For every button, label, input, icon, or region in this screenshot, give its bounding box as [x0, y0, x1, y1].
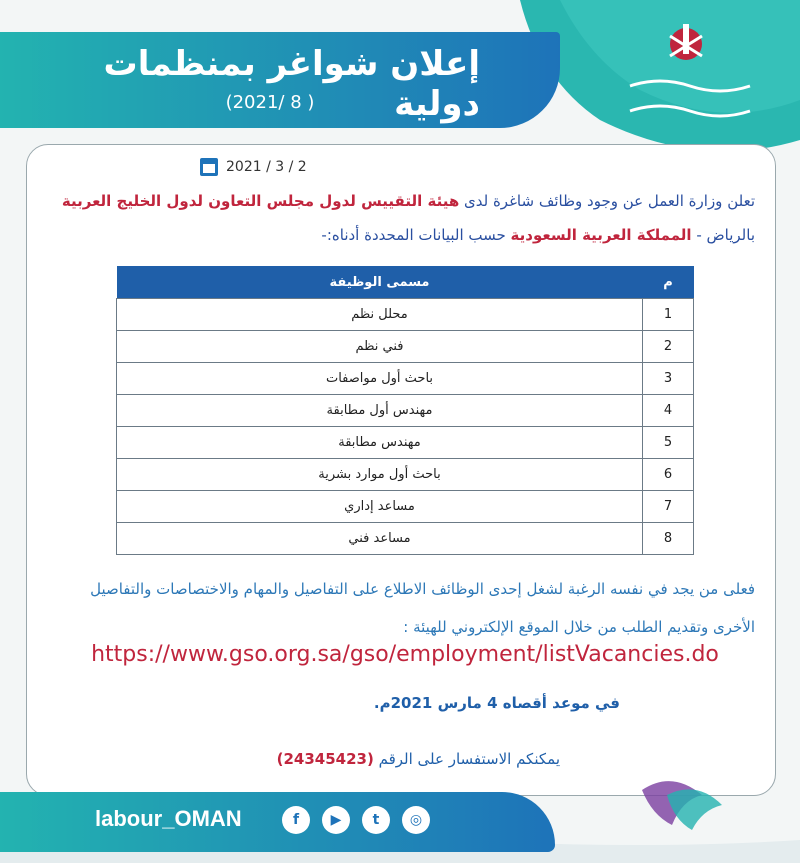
deadline-text: في موعد أقصاه 4 مارس 2021م.	[373, 694, 620, 712]
facebook-icon[interactable]: f	[282, 806, 310, 834]
table-row	[117, 491, 694, 523]
column-header-number: م	[643, 266, 694, 299]
job-title: محلل نظم	[117, 299, 643, 331]
table-row	[117, 523, 694, 555]
twitter-icon[interactable]: t	[362, 806, 390, 834]
table-row	[117, 427, 694, 459]
announcement-intro	[50, 184, 755, 252]
announcement-date	[200, 158, 340, 176]
intro-organization: هيئة التقييس لدول مجلس التعاون لدول الخليج العربية	[61, 192, 460, 210]
social-icons	[282, 806, 430, 834]
job-title: مساعد فني	[117, 523, 643, 555]
calendar-icon	[200, 158, 218, 176]
intro-start: تعلن وزارة العمل عن وجود وظائف شاغرة لدى	[459, 192, 755, 210]
contact-line	[60, 750, 560, 768]
table-header-row	[117, 266, 694, 299]
column-header-title: مسمى الوظيفة	[117, 266, 643, 299]
table-row	[117, 395, 694, 427]
oman-emblem-icon	[670, 24, 702, 60]
youtube-icon[interactable]: ▶	[322, 806, 350, 834]
contact-label: يمكنكم الاستفسار على الرقم	[373, 750, 560, 768]
job-title: مساعد إداري	[117, 491, 643, 523]
job-title: باحث أول موارد بشرية	[117, 459, 643, 491]
intro-country: المملكة العربية السعودية	[510, 226, 692, 244]
row-number: 1	[643, 299, 694, 331]
intro-end: حسب البيانات المحددة أدناه:-	[321, 226, 511, 244]
vacancies-link[interactable]: https://www.gso.org.sa/gso/employment/listVacancies.do	[91, 642, 719, 667]
page-subtitle: ( 8 /2021)	[225, 92, 315, 113]
row-number: 4	[643, 395, 694, 427]
row-number: 6	[643, 459, 694, 491]
call-to-action-text: فعلى من يجد في نفسه الرغبة لشغل إحدى الوظائف الاطلاع على التفاصيل والمهام والاختصاصات والتفاصيل الأخرى وتقديم الطلب من خلال الموقع الإلكتروني للهيئة :	[90, 580, 755, 636]
page-title: إعلان شواغر بمنظمات دولية	[103, 44, 480, 124]
job-title: فني نظم	[117, 331, 643, 363]
job-title: باحث أول مواصفات	[117, 363, 643, 395]
footer-band	[0, 792, 555, 852]
row-number: 7	[643, 491, 694, 523]
row-number: 3	[643, 363, 694, 395]
job-title: مهندس أول مطابقة	[117, 395, 643, 427]
table-row	[117, 299, 694, 331]
intro-mid: بالرياض -	[691, 226, 755, 244]
instagram-icon[interactable]: ◎	[402, 806, 430, 834]
job-title: مهندس مطابقة	[117, 427, 643, 459]
table-row	[117, 459, 694, 491]
date-text: 2021 / 3 / 2	[226, 159, 307, 175]
row-number: 8	[643, 523, 694, 555]
partner-logo	[612, 770, 742, 840]
jobs-table	[116, 266, 694, 555]
social-handle[interactable]: labour_OMAN	[95, 806, 242, 831]
phone-number: (24345423)	[276, 750, 374, 768]
table-row	[117, 331, 694, 363]
row-number: 5	[643, 427, 694, 459]
ministry-logo	[600, 16, 770, 136]
table-row	[117, 363, 694, 395]
row-number: 2	[643, 331, 694, 363]
